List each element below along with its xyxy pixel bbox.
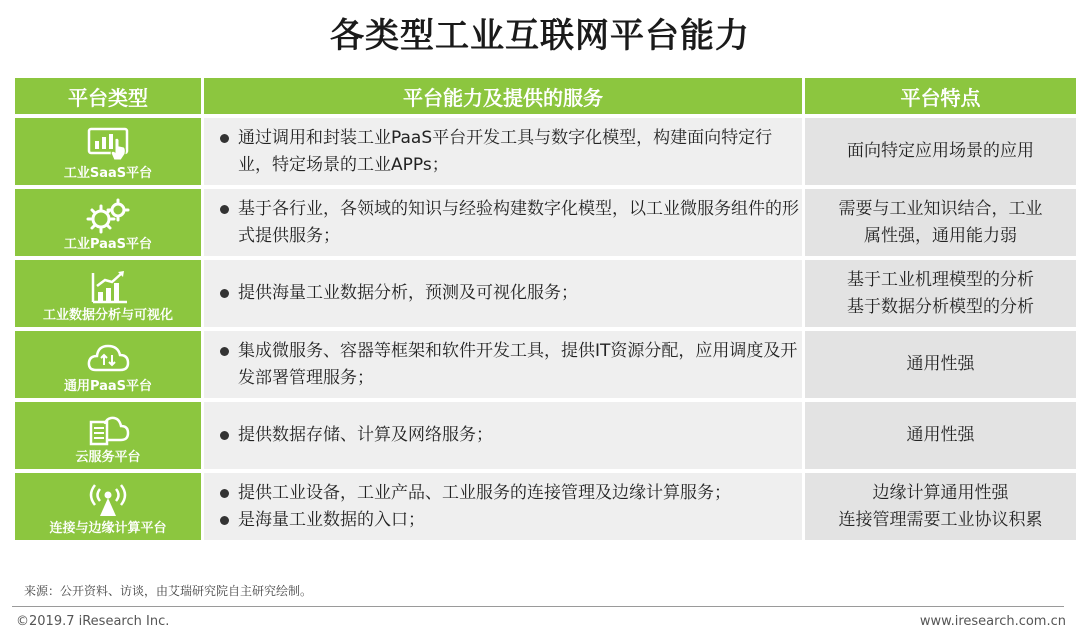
wireless-antenna-icon: [85, 481, 131, 519]
table-row: [15, 331, 1076, 398]
type-label: 云服务平台: [75, 449, 141, 465]
feature-line: 面向特定应用场景的应用: [847, 141, 1034, 161]
footer-divider: [12, 606, 1064, 607]
table-row: [15, 189, 1076, 256]
features-cell: [805, 118, 1076, 185]
type-cell: [15, 402, 201, 469]
type-cell: [15, 118, 201, 185]
source-note: 来源：公开资料、访谈，由艾瑞研究院自主研究绘制。: [24, 584, 313, 598]
bar-chart-growth-icon: [85, 268, 131, 306]
touch-screen-chart-icon: [85, 126, 131, 164]
feature-line: 基于工业机理模型的分析: [847, 269, 1034, 290]
type-label: 工业数据分析与可视化: [42, 307, 173, 323]
type-label: 通用PaaS平台: [63, 378, 153, 394]
table-row: [15, 402, 1076, 469]
services-cell: [204, 189, 802, 256]
table-row: [15, 260, 1076, 327]
service-item: 提供海量工业数据分析，预测及可视化服务；: [218, 280, 802, 307]
services-cell: [204, 402, 802, 469]
cloud-sync-icon: [85, 339, 131, 377]
service-item: 是海量工业数据的入口；: [218, 507, 802, 534]
type-cell: [15, 331, 201, 398]
type-cell: [15, 189, 201, 256]
services-cell: [204, 473, 802, 540]
features-cell: [805, 402, 1076, 469]
services-cell: [204, 260, 802, 327]
table-header-row: [15, 78, 1076, 114]
feature-line: 通用性强: [906, 425, 975, 445]
website-link: www.iresearch.com.cn: [919, 614, 1066, 629]
service-item: 基于各行业，各领域的知识与经验构建数字化模型，以工业微服务组件的形式提供服务；: [218, 196, 802, 250]
features-cell: [805, 473, 1076, 540]
feature-line: 边缘计算通用性强: [872, 482, 1009, 503]
features-cell: [805, 331, 1076, 398]
copyright: ©2019.7 iResearch Inc.: [16, 614, 170, 629]
service-item: 集成微服务、容器等框架和软件开发工具，提供IT资源分配，应用调度及开发部署管理服务；: [218, 338, 802, 392]
platform-table: [12, 74, 1079, 544]
table-row: [15, 118, 1076, 185]
feature-line: 需要与工业知识结合，工业: [838, 198, 1043, 219]
type-cell: [15, 260, 201, 327]
features-cell: [805, 260, 1076, 327]
feature-line: 属性强，通用能力弱: [864, 225, 1017, 246]
service-item: 提供工业设备，工业产品、工业服务的连接管理及边缘计算服务；: [218, 480, 802, 507]
service-item: 提供数据存储、计算及网络服务；: [218, 422, 802, 449]
service-item: 通过调用和封装工业PaaS平台开发工具与数字化模型，构建面向特定行业，特定场景的工业APPs；: [218, 125, 802, 179]
type-label: 连接与边缘计算平台: [49, 520, 167, 536]
services-cell: [204, 118, 802, 185]
header-features: 平台特点: [805, 78, 1076, 114]
header-type: 平台类型: [15, 78, 201, 114]
feature-line: 基于数据分析模型的分析: [847, 296, 1034, 317]
page-title: 各类型工业互联网平台能力: [330, 16, 750, 56]
header-services: 平台能力及提供的服务: [204, 78, 802, 114]
feature-line: 通用性强: [906, 354, 975, 374]
table-row: [15, 473, 1076, 540]
features-cell: [805, 189, 1076, 256]
cloud-server-icon: [85, 410, 131, 448]
feature-line: 连接管理需要工业协议积累: [838, 509, 1043, 530]
services-cell: [204, 331, 802, 398]
type-label: 工业SaaS平台: [63, 165, 153, 181]
gears-icon: [85, 197, 131, 235]
type-label: 工业PaaS平台: [63, 236, 153, 252]
type-cell: [15, 473, 201, 540]
